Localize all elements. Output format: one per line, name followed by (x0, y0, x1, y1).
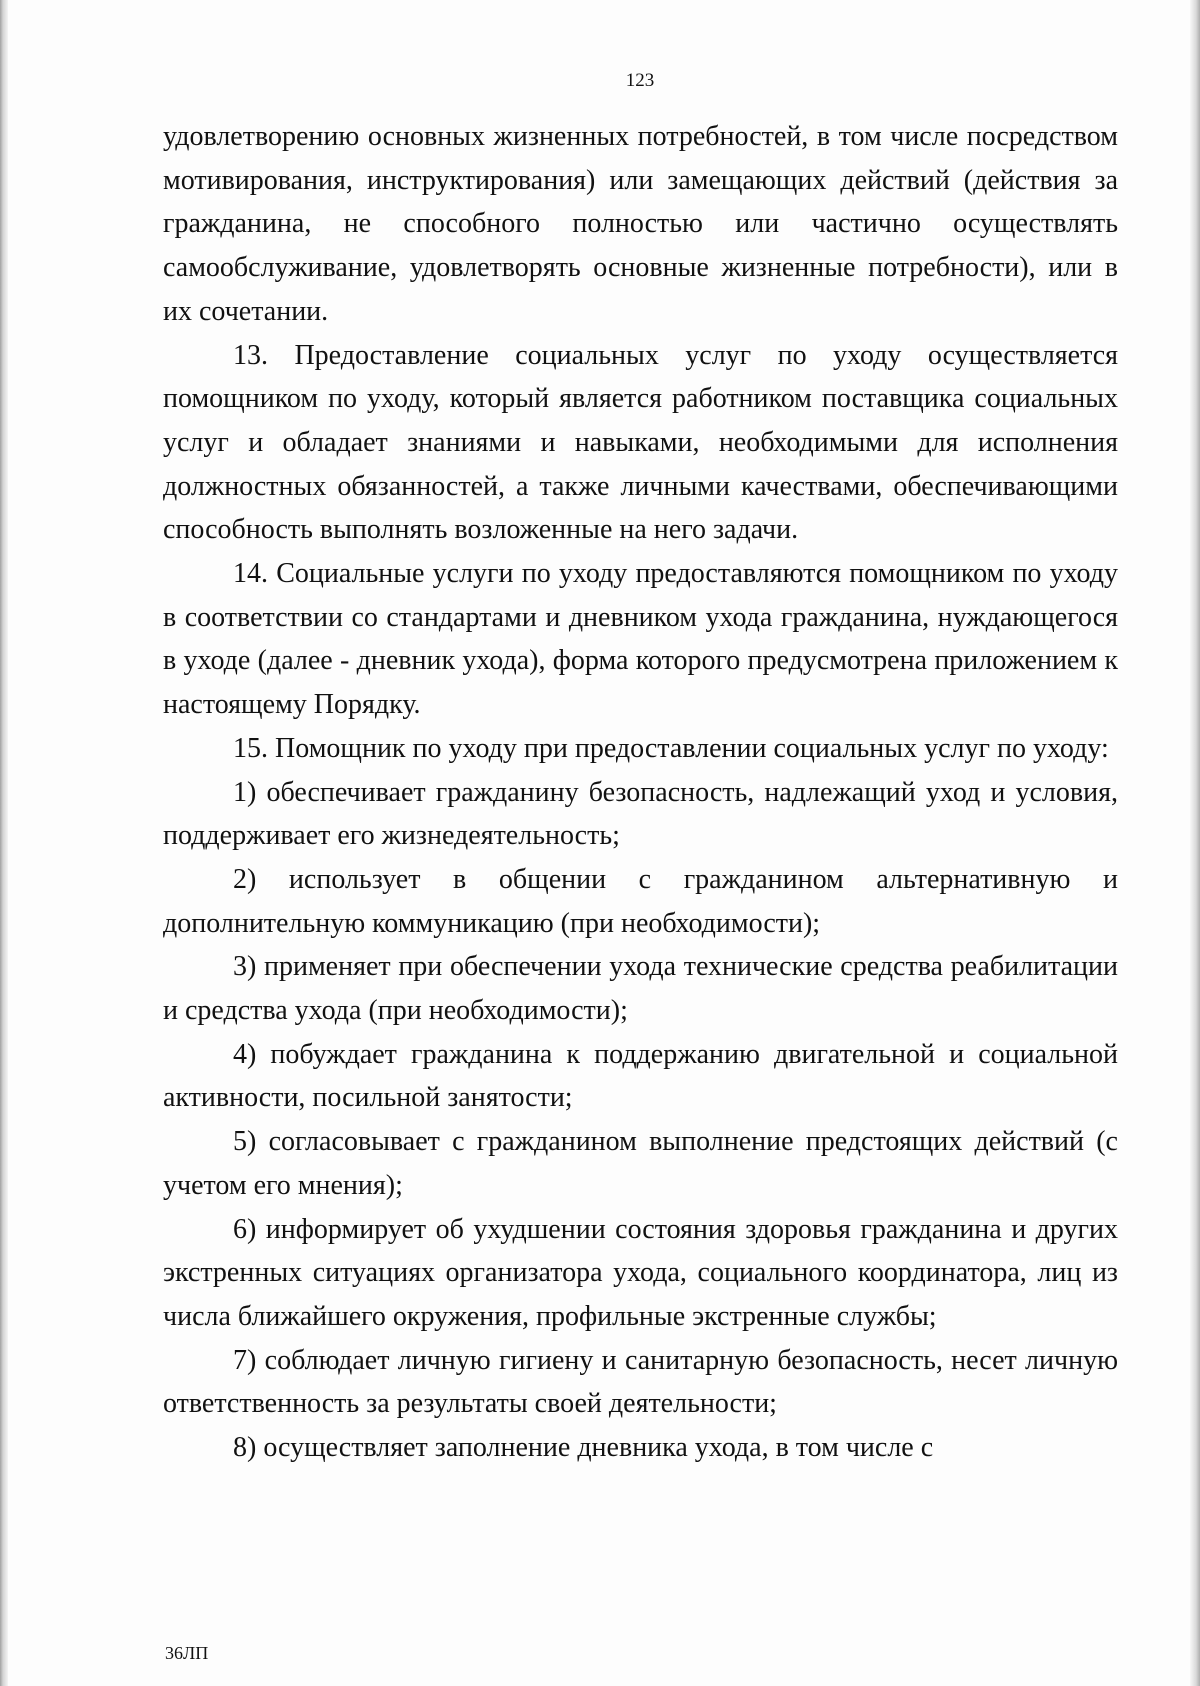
paragraph-13: 13. Предоставление социальных услуг по уходу осуществляется помощником по уходу, который является работником поставщика социальных услуг и обладает знаниями и навыками, необходимыми для исполнения должностных обязанностей, а также личными качествами, обеспечивающими способность выполнять возложенные на него задачи. (163, 339, 1118, 546)
list-item-5: 5) согласовывает с гражданином выполнение предстоящих действий (с учетом его мнения); (163, 1126, 1118, 1201)
paragraph-continuation: удовлетворению основных жизненных потребностей, в том числе посредством мотивирования, инструктирования) или замещающих действий (действия за гражданина, не способного полностью или частично осуществлять самообслуживание, удовлетворять основные жизненные потребности), или в их сочетании. (163, 121, 1118, 327)
list-item-1: 1) обеспечивает гражданину безопасность, надлежащий уход и условия, поддерживает его жизнедеятельность; (163, 776, 1118, 852)
list-item-4: 4) побуждает гражданина к поддержанию двигательной и социальной активности, посильной занятости; (163, 1038, 1118, 1114)
list-item-8: 8) осуществляет заполнение дневника ухода, в том числе с (233, 1432, 934, 1464)
footer-code: 36ЛП (165, 1643, 209, 1663)
scan-edge-left (0, 0, 8, 1686)
list-item-6: 6) информирует об ухудшении состояния здоровья гражданина и других экстренных ситуациях организатора ухода, социального координатора, лиц из числа ближайшего окружения, профильные экстренные службы; (163, 1213, 1118, 1332)
paragraph-15: 15. Помощник по уходу при предоставлении социальных услуг по уходу: (233, 732, 1109, 764)
list-item-7: 7) соблюдает личную гигиену и санитарную безопасность, несет личную ответственность за результаты своей деятельности; (163, 1344, 1118, 1420)
list-item-3: 3) применяет при обеспечении ухода технические средства реабилитации и средства ухода (при необходимости); (163, 951, 1118, 1027)
page-number: 123 (625, 70, 655, 91)
list-item-2: 2) использует в общении с гражданином альтернативную и дополнительную коммуникацию (при необходимости); (163, 863, 1118, 939)
paragraph-14: 14. Социальные услуги по уходу предоставляются помощником по уходу в соответствии со стандартами и дневником ухода гражданина, нуждающегося в уходе (далее - дневник ухода), форма которого предусмотрена приложением к настоящему Порядку. (163, 558, 1118, 721)
scan-edge-right (1190, 0, 1200, 1686)
document-body (163, 115, 1118, 1470)
